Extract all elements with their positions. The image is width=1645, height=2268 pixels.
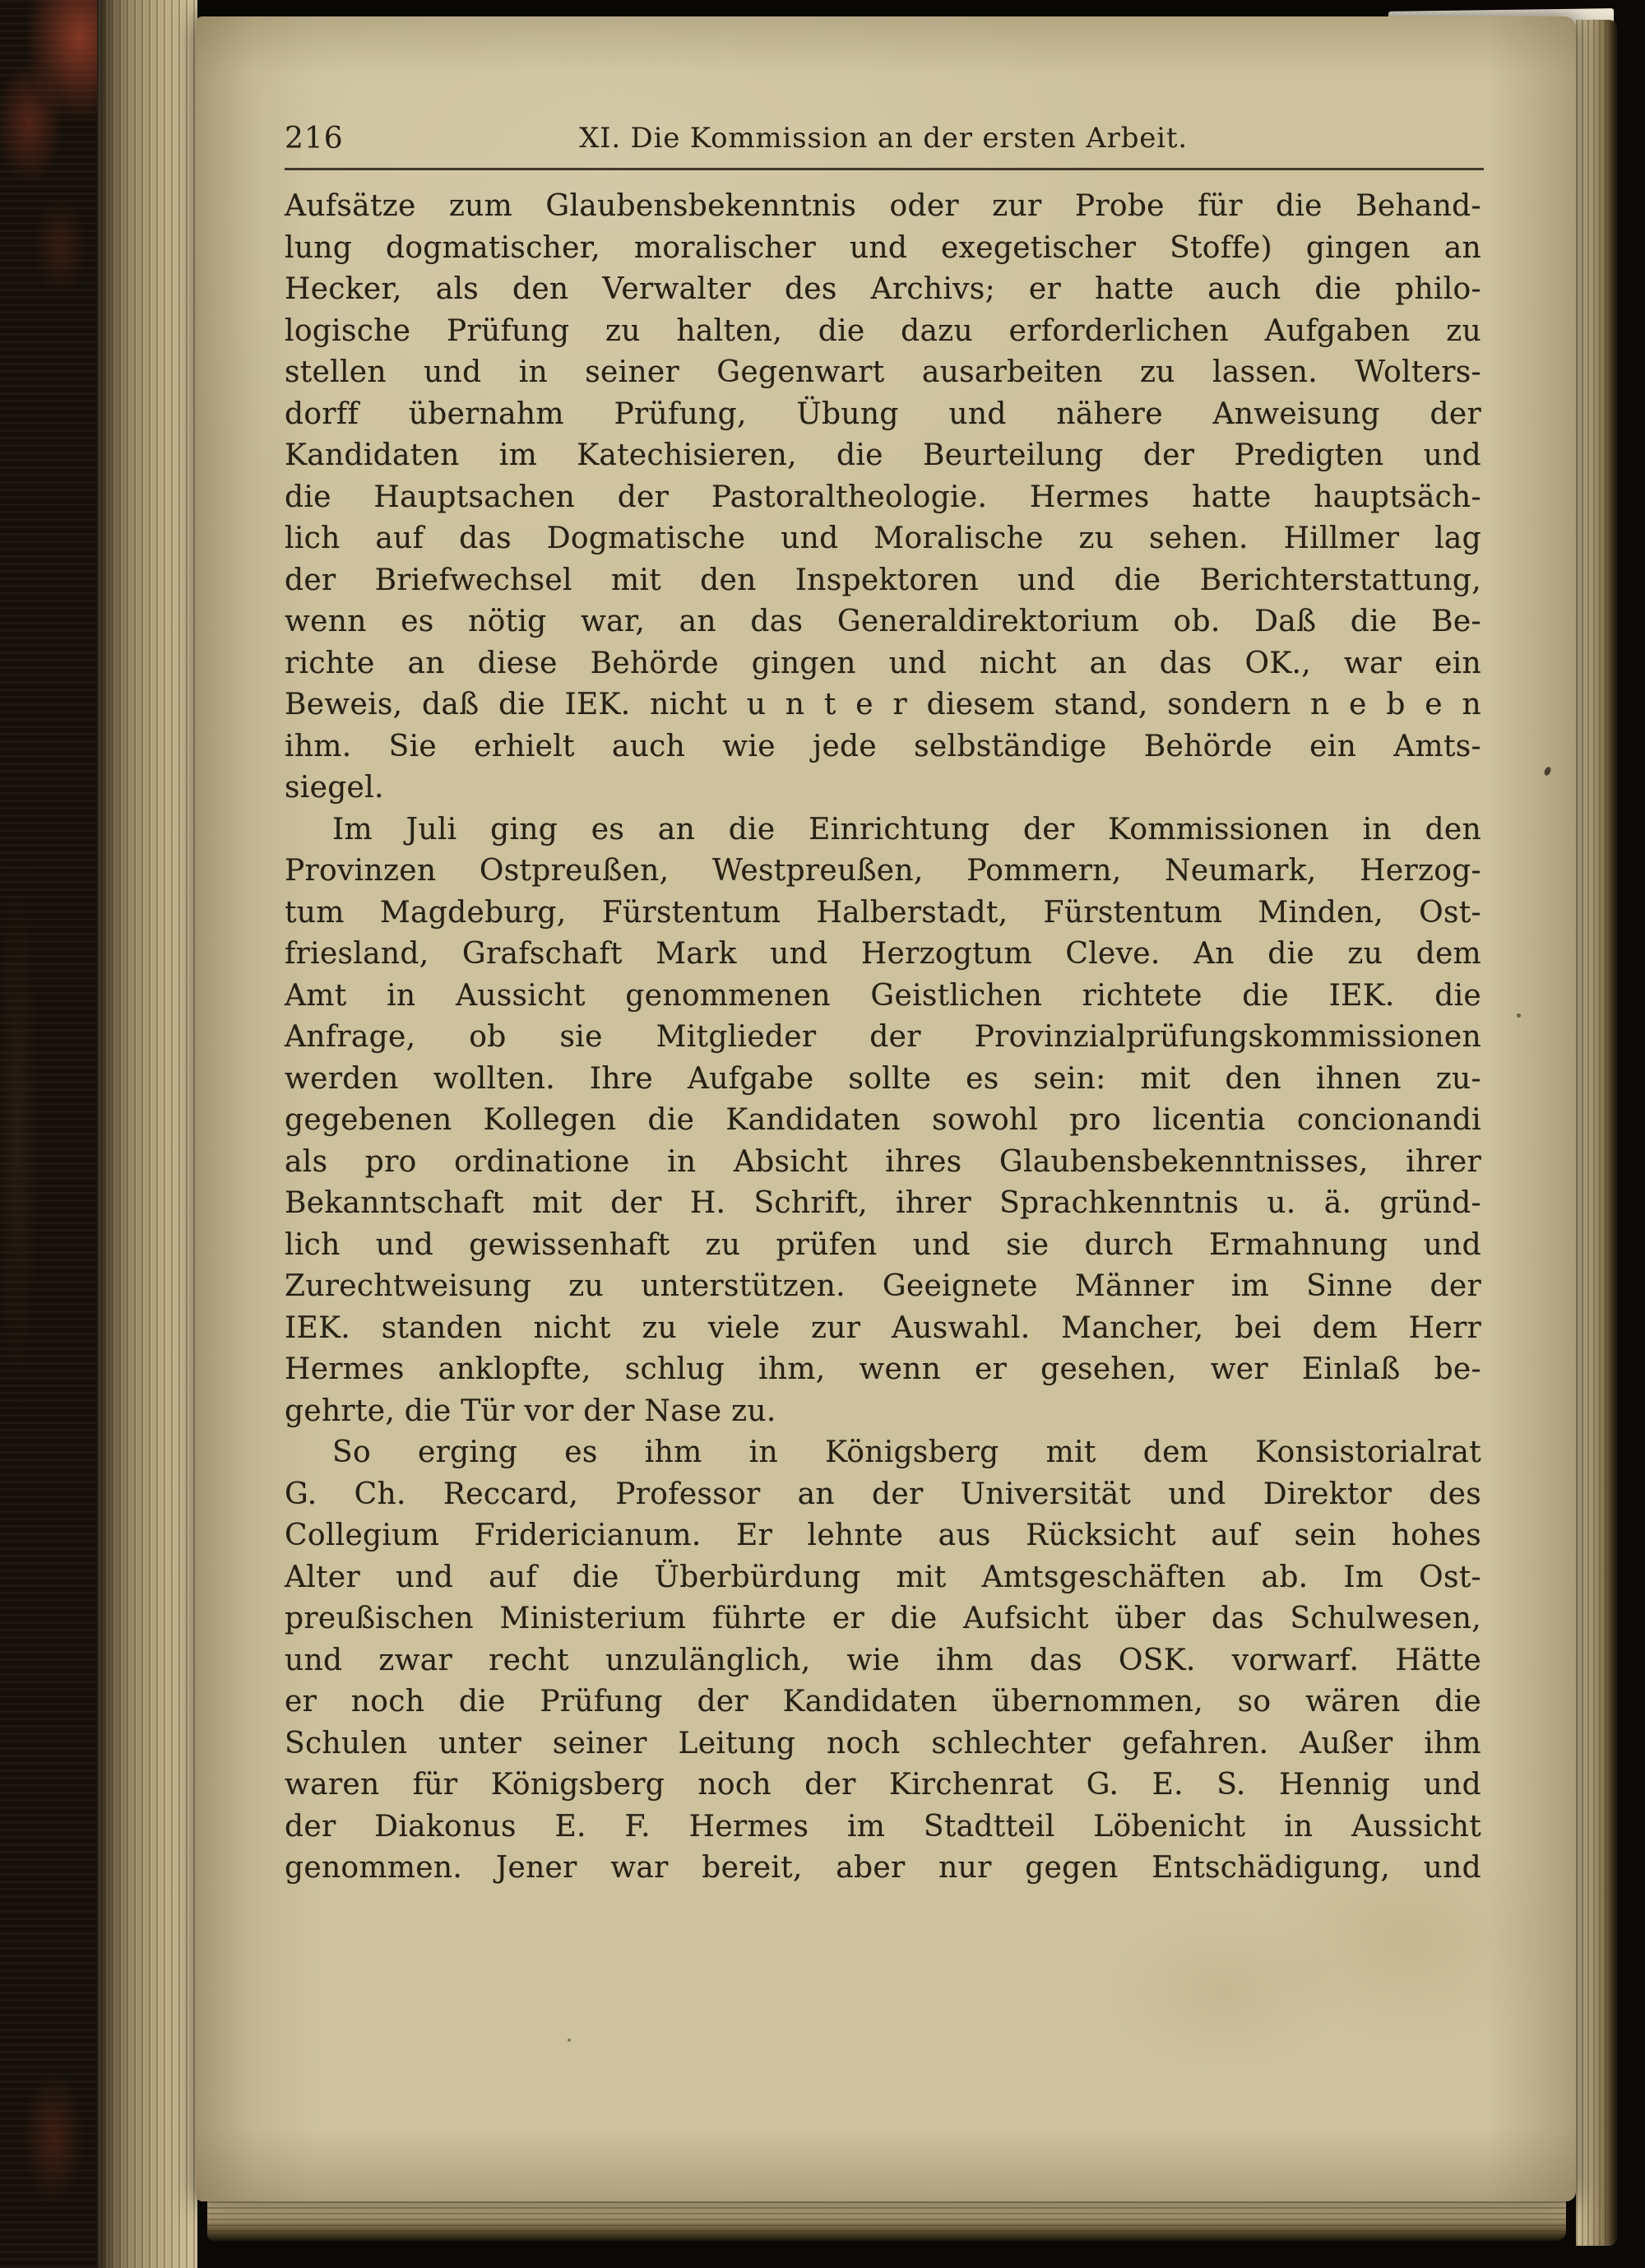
text-line: der Briefwechsel mit den Inspektoren und die Berichterstattung, — [285, 563, 1481, 597]
text-line: Hecker, als den Verwalter des Archivs; er hatte auch die philo- — [285, 272, 1481, 306]
text-line: logische Prüfung zu halten, die dazu erforderlichen Aufgaben zu — [285, 313, 1481, 348]
paragraph — [285, 809, 1481, 1433]
text-line: friesland, Grafschaft Mark und Herzogtum Cleve. An die zu dem — [285, 937, 1481, 971]
ink-speck — [568, 2038, 571, 2042]
paragraph — [285, 1432, 1481, 1890]
text-line: Beweis, daß die IEK. nicht u n t e r diesem stand, sondern n e b e n — [285, 688, 1481, 721]
text-line: Amt in Aussicht genommenen Geistlichen richtete die IEK. die — [285, 978, 1481, 1013]
text-line: Bekanntschaft mit der H. Schrift, ihrer Sprachkenntnis u. ä. gründ- — [285, 1186, 1481, 1220]
text-line: die Hauptsachen der Pastoraltheologie. Hermes hatte hauptsäch- — [285, 480, 1481, 514]
paper-stain — [1101, 1909, 1347, 2073]
text-line: Aufsätze zum Glaubensbekenntnis oder zur Probe für die Behand- — [285, 189, 1481, 223]
page-stack-bottom-edge — [207, 2201, 1566, 2241]
book-page — [196, 16, 1576, 2201]
text-line: Alter und auf die Überbürdung mit Amtsgeschäften ab. Im Ost- — [285, 1560, 1481, 1594]
text-line: der Diakonus E. F. Hermes im Stadtteil Löbenicht in Aussicht — [285, 1809, 1481, 1844]
text-line: Im Juli ging es an die Einrichtung der Kommissionen in den — [332, 812, 1481, 846]
page-number: 216 — [285, 122, 344, 155]
text-line: lich auf das Dogmatische und Moralische zu sehen. Hillmer lag — [285, 522, 1481, 555]
text-line: G. Ch. Reccard, Professor an der Universität und Direktor des — [285, 1477, 1481, 1511]
page-stack-right-edge — [1576, 20, 1617, 2246]
book-spine — [0, 0, 97, 2268]
text-line: Anfrage, ob sie Mitglieder der Provinzialprüfungskommissionen — [285, 1020, 1481, 1054]
text-line: Hermes anklopfte, schlug ihm, wenn er gesehen, wer Einlaß be- — [285, 1352, 1481, 1386]
text-line: lung dogmatischer, moralischer und exegetischer Stoffe) gingen an — [285, 230, 1481, 265]
text-line: Collegium Fridericianum. Er lehnte aus Rücksicht auf sein hohes — [285, 1519, 1481, 1552]
text-line: IEK. standen nicht zu viele zur Auswahl. Mancher, bei dem Herr — [285, 1310, 1481, 1345]
running-title: XI. Die Kommission an der ersten Arbeit. — [579, 122, 1188, 155]
text-line: waren für Königsberg noch der Kirchenrat G. E. S. Hennig und — [285, 1768, 1481, 1802]
paragraph — [285, 186, 1481, 809]
text-line: gegebenen Kollegen die Kandidaten sowohl pro licentia concionandi — [285, 1103, 1481, 1137]
ink-speck — [1543, 766, 1552, 777]
header-rule — [285, 168, 1484, 170]
text-line: tum Magdeburg, Fürstentum Halberstadt, Fürstentum Minden, Ost- — [285, 895, 1481, 930]
text-line: gehrte, die Tür vor der Nase zu. — [285, 1394, 776, 1428]
text-line: und zwar recht unzulänglich, wie ihm das OSK. vorwarf. Hätte — [285, 1643, 1481, 1677]
text-line: Zurechtweisung zu unterstützen. Geeignete Männer im Sinne der — [285, 1269, 1481, 1303]
text-line: er noch die Prüfung der Kandidaten übernommen, so wären die — [285, 1685, 1481, 1718]
text-line: Schulen unter seiner Leitung noch schlechter gefahren. Außer ihm — [285, 1726, 1481, 1760]
ink-speck — [1517, 1013, 1521, 1018]
running-head — [285, 122, 1482, 160]
text-line: Provinzen Ostpreußen, Westpreußen, Pommern, Neumark, Herzog- — [285, 854, 1481, 888]
text-line: als pro ordinatione in Absicht ihres Glaubensbekenntnisses, ihrer — [285, 1144, 1481, 1179]
text-line: So erging es ihm in Königsberg mit dem Konsistorialrat — [332, 1435, 1481, 1469]
text-line: genommen. Jener war bereit, aber nur gegen Entschädigung, und — [285, 1851, 1481, 1885]
text-line: Kandidaten im Katechisieren, die Beurteilung der Predigten und — [285, 438, 1481, 472]
text-line: dorff übernahm Prüfung, Übung und nähere Anweisung der — [285, 397, 1481, 431]
text-line: preußischen Ministerium führte er die Aufsicht über das Schulwesen, — [285, 1602, 1481, 1635]
text-line: stellen und in seiner Gegenwart ausarbeiten zu lassen. Wolters- — [285, 355, 1481, 389]
text-line: richte an diese Behörde gingen und nicht an das OK., war ein — [285, 646, 1481, 680]
body-text — [285, 186, 1481, 1890]
page-stack-left-edge — [97, 0, 197, 2268]
text-line: lich und gewissenhaft zu prüfen und sie durch Ermahnung und — [285, 1227, 1481, 1262]
text-line: ihm. Sie erhielt auch wie jede selbständige Behörde ein Amts- — [285, 729, 1481, 763]
text-line: werden wollten. Ihre Aufgabe sollte es sein: mit den ihnen zu- — [285, 1061, 1481, 1096]
text-line: wenn es nötig war, an das Generaldirektorium ob. Daß die Be- — [285, 605, 1481, 638]
text-line: siegel. — [285, 771, 384, 805]
